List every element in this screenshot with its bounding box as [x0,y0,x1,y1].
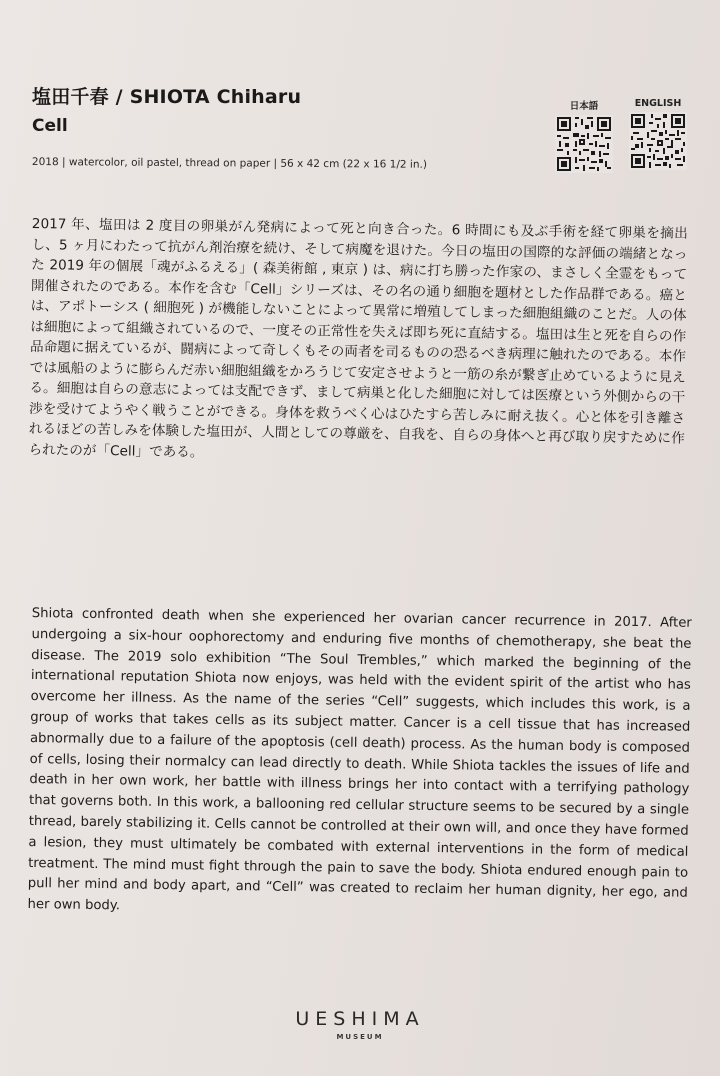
artist-title: 塩田千春 / SHIOTA Chiharu [32,86,302,108]
qr-code-icon[interactable] [629,112,687,170]
artwork-meta: 2018 | watercolor, oil pastel, thread on paper | 56 x 42 cm (22 x 16 1/2 in.) [31,156,427,171]
artwork-title: Cell [32,116,68,136]
qr-japanese-label: 日本語 [569,101,599,112]
japanese-description: 2017 年、塩田は 2 度目の卵巣がん発病によって死と向き合った。6 時間にも及ぶ手術を経て卵巣を摘出し、5 ヶ月にわたって抗がん剤治療を続け、そして病魔を退けた。今日の塩田の国際的な評価の端緒となった 2019 年の個展「魂がふるえる」( 森美術館 , 東京 ) は、病に打ち勝った作家の、まさしく全霊をもって開催されたのである。本作を含む「Cell」シリーズは、その名の通り細胞を題材とした作品群である。癌とは、アポトーシス ( 細胞死 ) が機能しないことによって異常に増殖してしまった細胞組織のことだ。人の体は細胞によって組織されているので、一度その正常性を失えば即ち死に直結する。塩田は生と死を自らの作品命題に据えているが、闘病によって奇しくもその両者を司るものの恐るべき病理に触れたのである。本作では風船のように膨らんだ赤い細胞組織をかろうじて安定させようと一筋の糸が繋ぎ止めているように見える。細胞は自らの意志によっては支配できず、まして病巣と化した細胞に対しては医療という外側からの干渉を受けてようやく戦うことができる。身体を救うべく心はひたすら苦しみに耐え抜く。心と体を引き離されるほどの苦しみを体験した塩田が、人間としての尊厳を、自我を、自らの身体へと再び取り戻すために作られたのが「Cell」である。 [28,215,688,461]
english-description: Shiota confronted death when she experienced her ovarian cancer recurrence in 2017. After undergoing a six-hour oophorectomy and enduring five months of chemotherapy, she beat the disease. The 2019 solo exhibition “The Soul Trembles,” which marked the beginning of the international reputation Shiota now enjoys, was held with the evident spirit of the artist who has overcome her illness. As the name of the series “Cell” suggests, which includes this work, is a group of works that takes cells as its subject matter. Cancer is a cell tissue that has increased abnormally due to a failure of the apoptosis (cell death) process. As the human body is composed of cells, losing their normalcy can lead directly to death. While Shiota tackles the issues of life and death in her own work, her battle with illness brings her into contact with a terrifying pathology that governs both. In this work, a ballooning red cellular structure seems to be secured by a single thread, barely stabilizing it. Cells cannot be controlled at their own will, and once they have formed a lesion, they must ultimately be combated with external interventions in the form of medical treatment. The mind must fight through the pain to save the body. Shiota endured enough pain to pull her mind and body apart, and “Cell” was created to reclaim her human dignity, her ego, and her own body. [27,605,692,914]
museum-logo-sub: MUSEUM [336,1033,384,1041]
qr-english[interactable] [628,98,688,170]
qr-japanese[interactable] [554,98,614,173]
museum-logo-name: UESHIMA [295,1008,425,1030]
qr-code-icon[interactable] [555,115,613,173]
qr-english-label: ENGLISH [634,98,682,109]
